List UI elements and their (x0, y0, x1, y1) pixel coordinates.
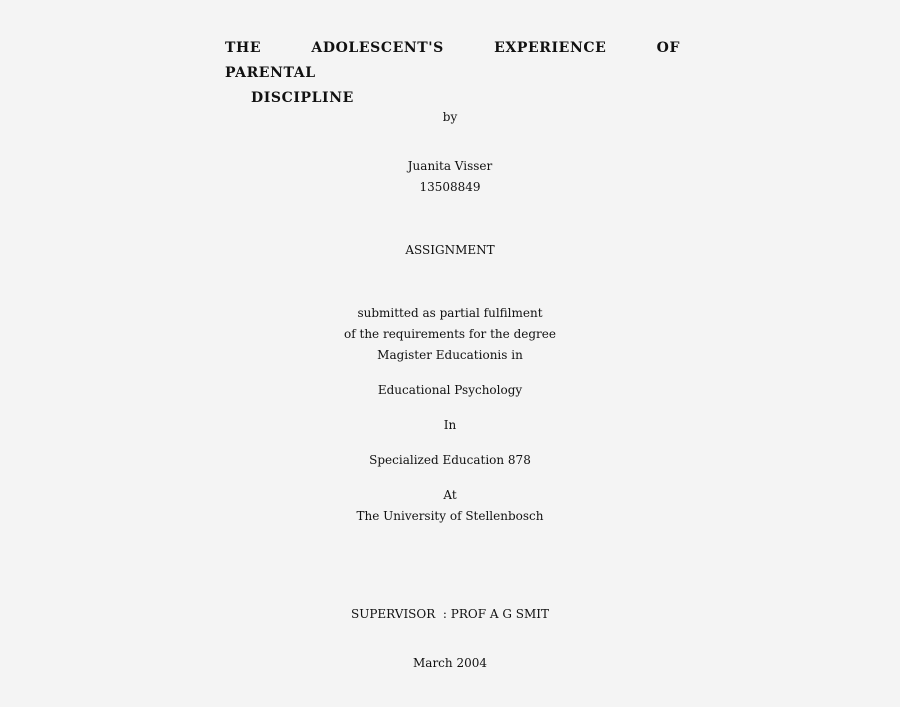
field-of-study: Educational Psychology (377, 383, 523, 397)
at-label: At (443, 488, 457, 502)
title-line-2: DISCIPLINE (251, 90, 354, 106)
degree-name: Magister Educationis in (377, 348, 523, 362)
supervisor-line: SUPERVISOR : PROF A G SMIT (351, 607, 549, 621)
document-title (225, 36, 680, 111)
institution-name: The University of Stellenbosch (356, 509, 544, 523)
submission-date: March 2004 (413, 656, 487, 670)
document-type: ASSIGNMENT (405, 243, 495, 257)
student-number: 13508849 (419, 180, 481, 194)
by-label: by (442, 110, 458, 124)
submission-line-1: submitted as partial fulfilment (357, 306, 543, 320)
submission-line-2: of the requirements for the degree (344, 327, 556, 341)
author-name: Juanita Visser (407, 159, 493, 173)
title-line-1: THE ADOLESCENT'S EXPERIENCE OF PARENTAL (225, 40, 680, 81)
course-name: Specialized Education 878 (369, 453, 531, 467)
in-label: In (443, 418, 457, 432)
